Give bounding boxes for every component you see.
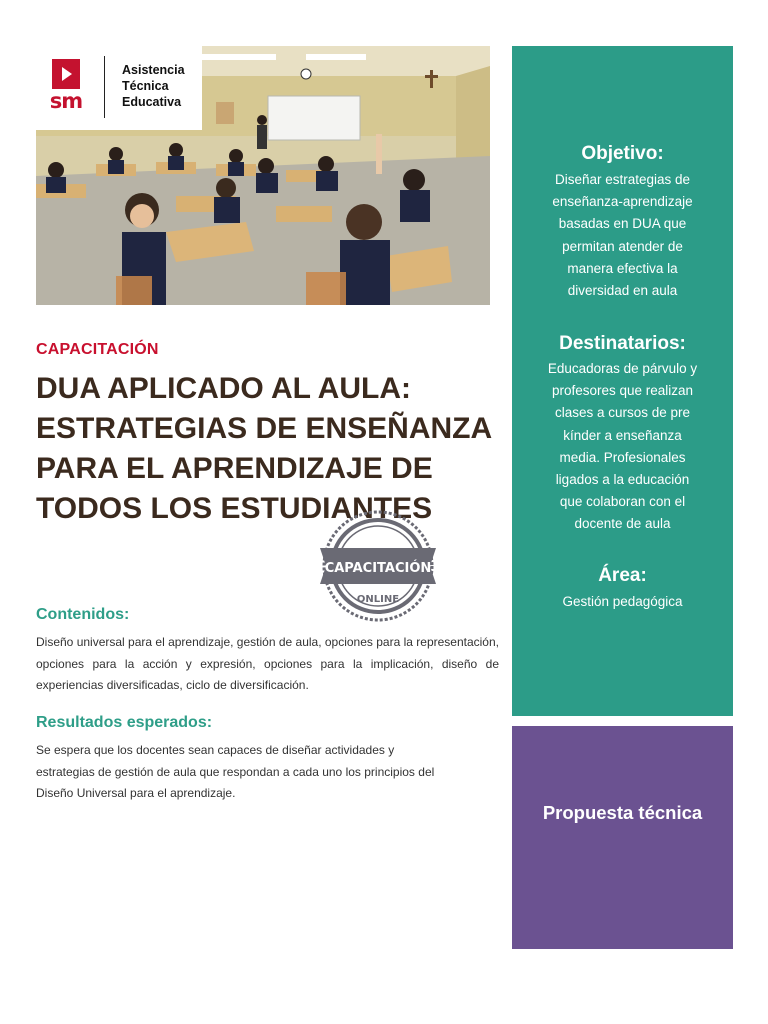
resultados-line: Se espera que los docentes sean capaces de diseñar actividades y: [36, 743, 395, 757]
objetivo-line: enseñanza-aprendizaje: [552, 194, 693, 210]
objetivo-line: permitan atender de: [562, 238, 683, 254]
title-line: ESTRATEGIAS DE ENSEÑANZA: [36, 412, 493, 445]
destinatarios-line: clases a cursos de pre: [554, 405, 691, 421]
contenidos-heading: Contenidos:: [36, 606, 130, 623]
destinatarios-line: que colaboran con el: [559, 494, 686, 510]
logo-line: Educativa: [122, 95, 182, 109]
stamp-sub-text: ONLINE: [356, 594, 400, 605]
title-line: PARA EL APRENDIZAJE DE: [36, 452, 433, 485]
logo-line: Asistencia: [122, 63, 185, 77]
logo-text: [122, 62, 185, 110]
destinatarios-line: profesores que realizan: [551, 383, 694, 399]
kicker: CAPACITACIÓN: [36, 341, 159, 358]
destinatarios-heading: Destinatarios:: [559, 333, 686, 354]
objetivo-body: [526, 169, 719, 302]
destinatarios-line: kínder a enseñanza: [563, 427, 682, 443]
logo-divider: [104, 56, 105, 118]
objetivo-line: diversidad en aula: [567, 283, 678, 299]
objetivo-heading: Objetivo:: [581, 143, 664, 164]
sm-logo: [36, 46, 202, 130]
objetivo-line: manera efectiva la: [567, 260, 678, 276]
online-stamp: [316, 508, 440, 624]
objetivo-line: Diseñar estrategias de: [554, 172, 691, 187]
destinatarios-body: [526, 358, 719, 536]
stamp-main-text: CAPACITACIÓN: [324, 561, 432, 576]
logo-line: Técnica: [122, 79, 169, 93]
resultados-heading: Resultados esperados:: [36, 714, 213, 731]
destinatarios-line: media. Profesionales: [559, 449, 686, 465]
resultados-line: Diseño Universal para el aprendizaje.: [36, 786, 236, 800]
proposal-label: Propuesta técnica: [542, 802, 703, 823]
info-panel: [512, 46, 733, 716]
area-value: Gestión pedagógica: [562, 594, 683, 609]
logo-brand: sm: [49, 89, 83, 113]
destinatarios-line: Educadoras de párvulo y: [547, 361, 698, 376]
destinatarios-line: docente de aula: [574, 516, 671, 532]
objetivo-line: basadas en DUA que: [558, 216, 687, 232]
page-title: [36, 369, 506, 529]
title-line: DUA APLICADO AL AULA:: [36, 372, 411, 405]
resultados-line: estrategias de gestión de aula que respondan a cada uno los principios del: [36, 764, 435, 779]
contenidos-body: Diseño universal para el aprendizaje, gestión de aula, opciones para la representación, opciones para la acción y expresión, opciones para la implicación, diseño de experiencias diversificadas, ciclo de diversificación.: [36, 635, 499, 692]
title-line: TODOS LOS ESTUDIANTES: [36, 492, 433, 525]
proposal-panel: [512, 726, 733, 949]
resultados-body: [36, 740, 499, 805]
destinatarios-line: ligados a la educación: [555, 472, 690, 488]
area-heading: Área:: [598, 565, 647, 586]
